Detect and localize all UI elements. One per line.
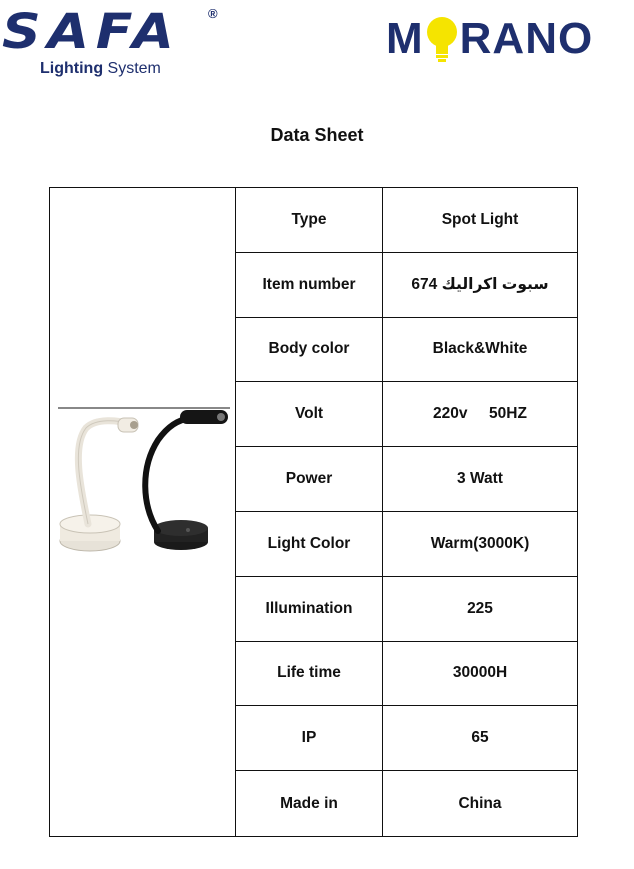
safa-logo — [2, 4, 228, 84]
spec-value: Black&White — [432, 340, 528, 358]
spec-row-power — [236, 447, 577, 512]
spec-row-made-in — [236, 771, 577, 836]
spec-value: سبوت اكراليك 674 — [411, 276, 549, 294]
spec-label: Type — [236, 188, 383, 252]
morano-logo-rest: RANO — [459, 14, 594, 63]
spec-label: Light Color — [236, 512, 383, 576]
data-sheet-table — [49, 187, 578, 837]
spec-label: Body color — [236, 318, 383, 382]
spec-row-volt — [236, 382, 577, 447]
spec-label: Illumination — [236, 577, 383, 641]
spec-row-body-color — [236, 318, 577, 383]
spec-row-illumination — [236, 577, 577, 642]
spec-value: Warm(3000K) — [430, 534, 530, 552]
spec-label: IP — [236, 706, 383, 770]
spec-value: 65 — [471, 729, 489, 747]
spec-value: 30000H — [452, 664, 508, 682]
lamp-photo — [58, 406, 230, 556]
spec-row-type — [236, 188, 577, 253]
morano-logo-m: M — [386, 14, 424, 63]
spec-row-item-number — [236, 253, 577, 318]
spec-value: Spot Light — [441, 210, 519, 228]
spec-value: China — [458, 794, 502, 812]
registered-mark: ® — [208, 6, 218, 21]
morano-logo — [386, 10, 632, 74]
safa-logo-subtitle: Lighting System — [40, 60, 161, 77]
page-title: Data Sheet — [270, 125, 364, 145]
spec-value: 225 — [467, 599, 493, 617]
spec-value: 220v 50HZ — [433, 405, 527, 423]
spec-label: Made in — [236, 771, 383, 836]
spec-row-light-color — [236, 512, 577, 577]
spec-value: 3 Watt — [457, 470, 503, 488]
bulb-icon — [425, 16, 459, 62]
specs-list — [236, 188, 577, 836]
product-image-cell — [50, 188, 236, 836]
spec-row-life-time — [236, 642, 577, 707]
spec-label: Life time — [236, 642, 383, 706]
spec-label: Volt — [236, 382, 383, 446]
safa-logo-word: SAFA — [2, 4, 181, 60]
spec-row-ip — [236, 706, 577, 771]
spec-label: Power — [236, 447, 383, 511]
spec-label: Item number — [236, 253, 383, 317]
